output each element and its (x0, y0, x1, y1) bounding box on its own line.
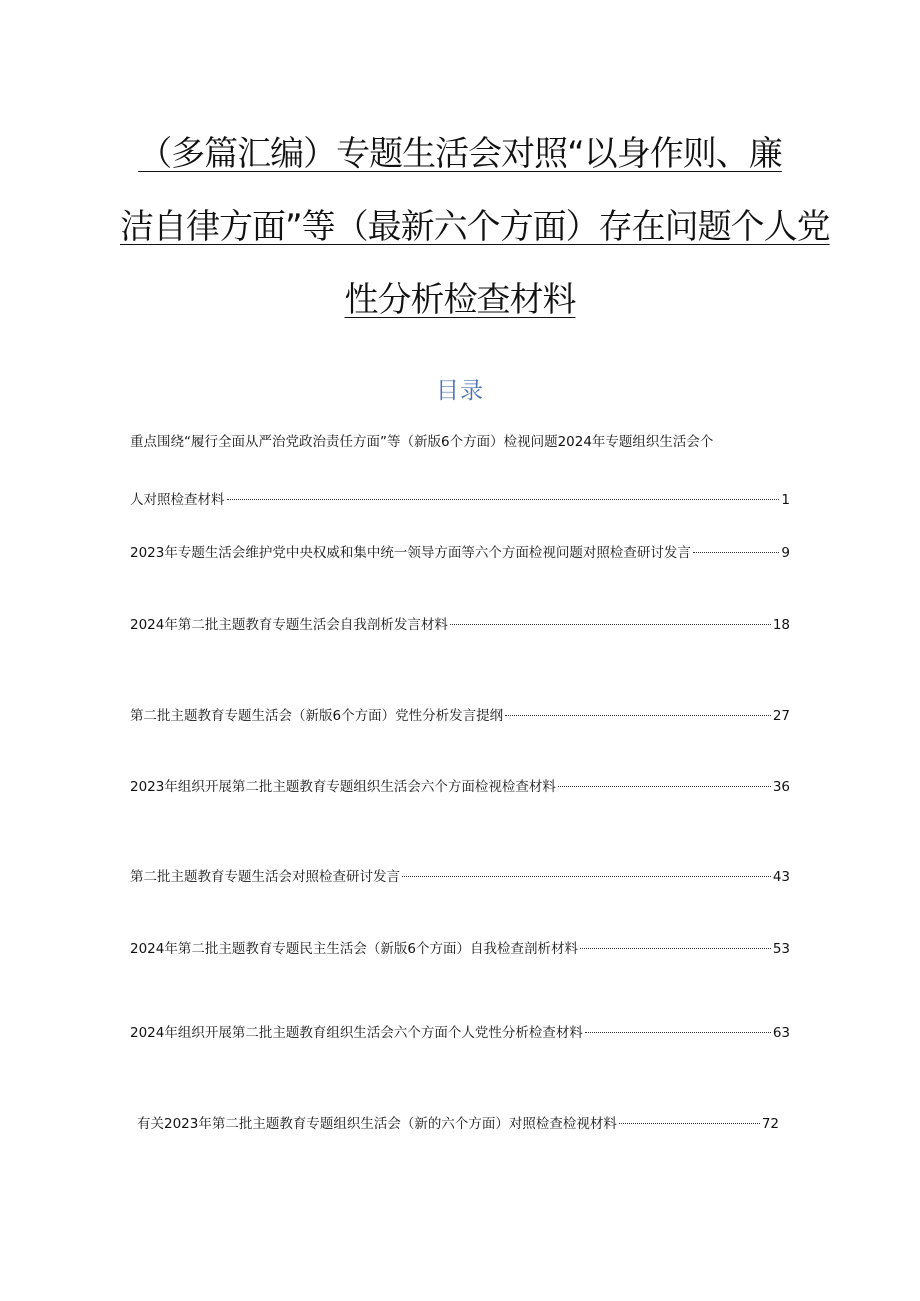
toc-dot-leader (450, 624, 771, 625)
toc-entry-text: 第二批主题教育专题生活会（新版6个方面）党性分析发言提纲 (130, 708, 504, 724)
toc-page-number: 72 (761, 1116, 779, 1132)
toc-entry-3[interactable] (130, 613, 790, 633)
toc-entry-1[interactable] (130, 430, 790, 508)
toc-entry-text: 2023年专题生活会维护党中央权威和集中统一领导方面等六个方面检视问题对照检查研讨发言 (130, 545, 691, 561)
title-line-1: （多篇汇编）专题生活会对照“以身作则、廉 (138, 134, 782, 174)
toc-dot-leader (580, 948, 771, 949)
toc-entry-text: 人对照检查材料 (130, 492, 225, 508)
toc-page-number: 9 (781, 545, 790, 561)
toc-entry-7[interactable] (130, 937, 790, 957)
toc-entry-4[interactable] (130, 704, 790, 724)
title-line-3: 性分析检查材料 (344, 280, 576, 320)
toc-dot-leader (558, 786, 771, 787)
toc-page-number: 53 (772, 941, 790, 957)
toc-entry-text: 2023年组织开展第二批主题教育专题组织生活会六个方面检视检查材料 (130, 779, 556, 795)
toc-entry-5[interactable] (130, 775, 790, 795)
toc-page-number: 18 (772, 617, 790, 633)
toc-dot-leader (505, 715, 771, 716)
toc-entry-text: 第二批主题教育专题生活会对照检查研讨发言 (130, 869, 400, 885)
toc-page-number: 43 (772, 869, 790, 885)
toc-heading: 目录 (436, 378, 484, 404)
toc-page-number: 36 (772, 779, 790, 795)
toc-entry-text: 2024年第二批主题教育专题生活会自我剖析发言材料 (130, 617, 448, 633)
toc-dot-leader (693, 552, 780, 553)
document-title (120, 118, 830, 337)
toc-dot-leader (619, 1123, 760, 1124)
title-line-2: 洁自律方面”等（最新六个方面）存在问题个人党 (120, 207, 830, 247)
toc-dot-leader (585, 1032, 771, 1033)
toc-dot-leader (402, 876, 771, 877)
toc-entry-text-line1: 重点围绕“履行全面从严治党政治责任方面”等（新版6个方面）检视问题2024年专题组织生活会个 (130, 434, 714, 450)
toc-entry-8[interactable] (130, 1021, 790, 1041)
toc-page-number: 1 (781, 492, 790, 508)
toc-entry-9[interactable] (137, 1112, 779, 1132)
toc-page-number: 27 (772, 708, 790, 724)
toc-page-number: 63 (772, 1025, 790, 1041)
toc-entry-text: 有关2023年第二批主题教育专题组织生活会（新的六个方面）对照检查检视材料 (137, 1116, 617, 1132)
toc-dot-leader (227, 499, 780, 500)
toc-entry-text: 2024年组织开展第二批主题教育组织生活会六个方面个人党性分析检查材料 (130, 1025, 583, 1041)
toc-entry-6[interactable] (130, 865, 790, 885)
toc-entry-2[interactable] (130, 541, 790, 561)
toc-entry-text: 2024年第二批主题教育专题民主生活会（新版6个方面）自我检查剖析材料 (130, 941, 578, 957)
